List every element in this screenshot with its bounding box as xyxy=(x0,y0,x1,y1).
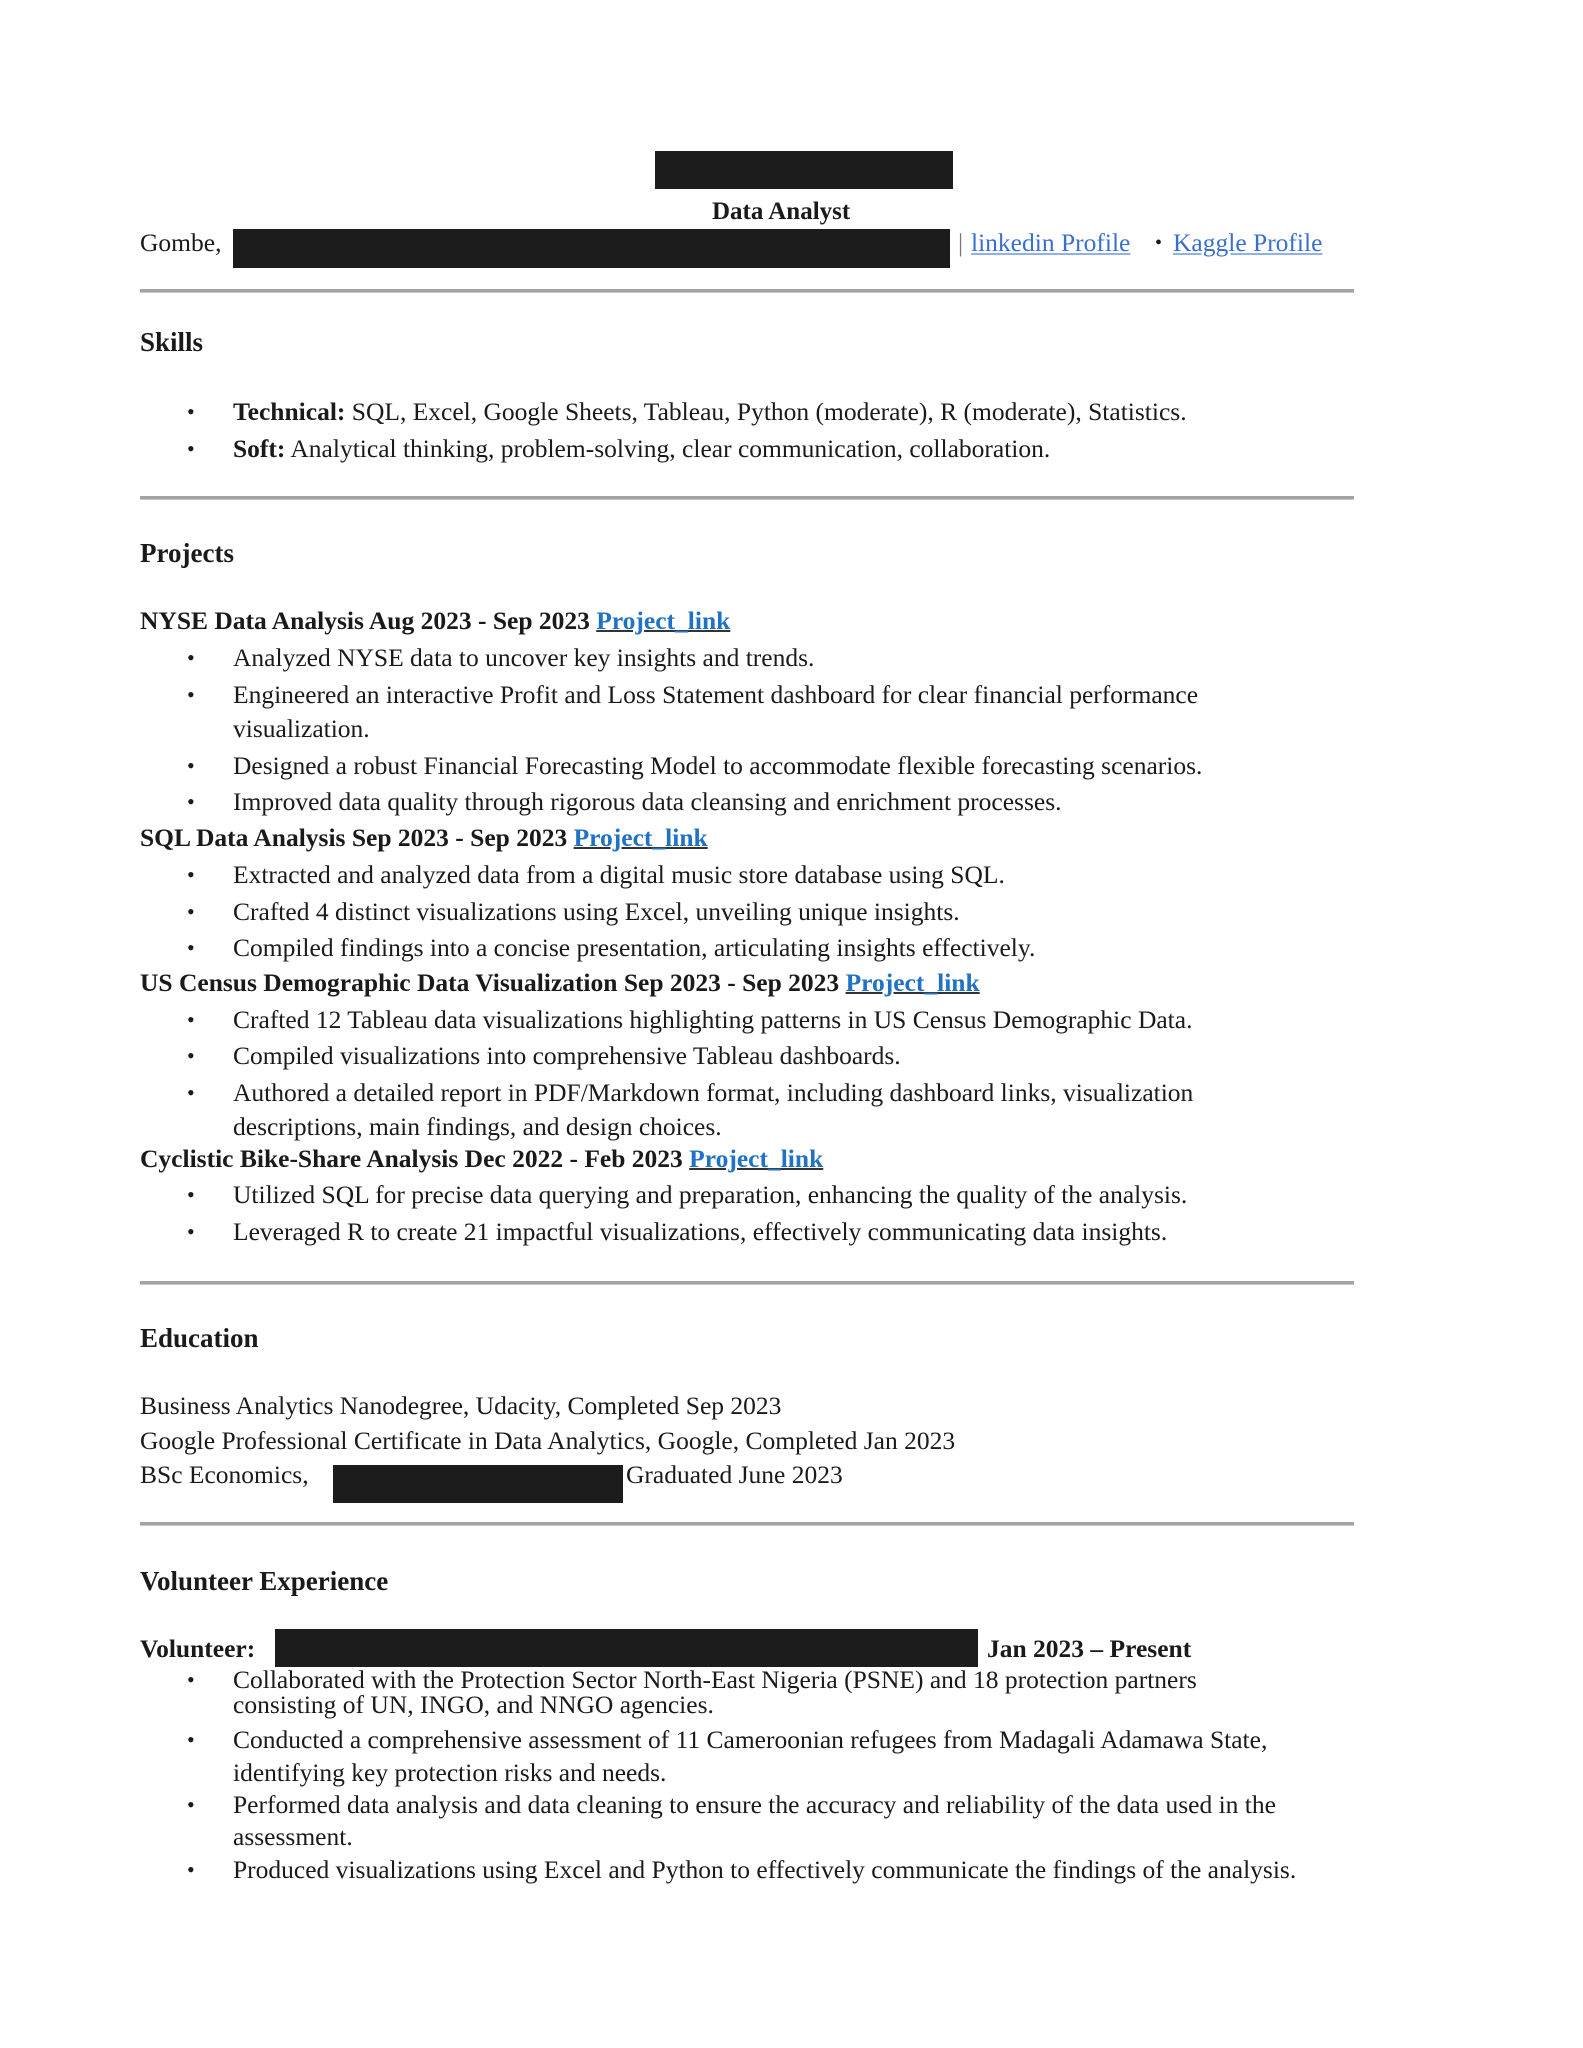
bullet-icon: • xyxy=(187,436,195,461)
project-bullet-text: Crafted 4 distinct visualizations using Excel, unveiling unique insights. xyxy=(233,897,960,926)
divider xyxy=(140,496,1354,500)
project-bullet-text: Utilized SQL for precise data querying and preparation, enhancing the quality of the analysis. xyxy=(233,1180,1188,1209)
project-bullet-text: Leveraged R to create 21 impactful visualizations, effectively communicating data insights. xyxy=(233,1217,1168,1246)
divider xyxy=(140,1522,1354,1526)
volunteer-bullet-text: identifying key protection risks and needs. xyxy=(233,1758,667,1787)
project-link[interactable]: Project_link xyxy=(689,1144,824,1173)
project-bullet-text: visualization. xyxy=(233,714,370,743)
skill-text: SQL, Excel, Google Sheets, Tableau, Python (moderate), R (moderate), Statistics. xyxy=(345,397,1187,426)
project-title-text: SQL Data Analysis Sep 2023 - Sep 2023 xyxy=(140,823,568,852)
project-title xyxy=(140,1144,823,1174)
bullet-icon: • xyxy=(187,682,195,707)
location-prefix: Gombe, xyxy=(140,228,222,257)
project-title xyxy=(140,823,708,853)
project-bullet-text: Analyzed NYSE data to uncover key insights and trends. xyxy=(233,643,815,672)
bullet-icon: • xyxy=(187,1007,195,1032)
volunteer-bullet-text: Conducted a comprehensive assessment of 11 Cameroonian refugees from Madagali Adamawa State, xyxy=(233,1725,1268,1754)
volunteer-dates: Jan 2023 – Present xyxy=(987,1634,1192,1663)
bullet-icon: • xyxy=(187,1727,195,1752)
section-heading-education: Education xyxy=(140,1323,259,1353)
project-title xyxy=(140,606,730,636)
volunteer-bullet-text: assessment. xyxy=(233,1822,353,1851)
project-title xyxy=(140,968,980,998)
redacted-organization xyxy=(275,1629,978,1667)
section-heading-volunteer: Volunteer Experience xyxy=(140,1566,389,1596)
bullet-icon: • xyxy=(187,862,195,887)
bullet-icon: • xyxy=(187,1219,195,1244)
education-entry-bsc-prefix: BSc Economics, xyxy=(140,1460,309,1489)
link-separator-dot: • xyxy=(1155,232,1163,254)
project-bullet-text: Crafted 12 Tableau data visualizations highlighting patterns in US Census Demographic Data. xyxy=(233,1005,1193,1034)
project-link[interactable]: Project_link xyxy=(845,968,980,997)
contact-separator: | xyxy=(958,228,964,257)
project-bullet-text: Compiled visualizations into comprehensive Tableau dashboards. xyxy=(233,1041,901,1070)
bullet-icon: • xyxy=(187,1043,195,1068)
volunteer-bullet-text: consisting of UN, INGO, and NNGO agencies. xyxy=(233,1690,714,1719)
skill-label: Technical: xyxy=(233,397,346,426)
education-entry: Business Analytics Nanodegree, Udacity, Completed Sep 2023 xyxy=(140,1391,782,1420)
bullet-icon: • xyxy=(187,1182,195,1207)
bullet-icon: • xyxy=(187,1667,195,1692)
project-link[interactable]: Project_link xyxy=(573,823,708,852)
divider xyxy=(140,289,1354,293)
project-title-text: Cyclistic Bike-Share Analysis Dec 2022 - Feb 2023 xyxy=(140,1144,683,1173)
bullet-icon: • xyxy=(187,1792,195,1817)
volunteer-bullet-text: Performed data analysis and data cleaning to ensure the accuracy and reliability of the data used in the xyxy=(233,1790,1276,1819)
project-title-text: NYSE Data Analysis Aug 2023 - Sep 2023 xyxy=(140,606,590,635)
skill-item-technical xyxy=(233,397,1187,427)
bullet-icon: • xyxy=(187,935,195,960)
project-bullet-text: Extracted and analyzed data from a digital music store database using SQL. xyxy=(233,860,1005,889)
linkedin-profile-link[interactable]: linkedin Profile xyxy=(971,228,1131,257)
redacted-contact-info xyxy=(233,229,950,268)
project-bullet-text: Designed a robust Financial Forecasting Model to accommodate flexible forecasting scenarios. xyxy=(233,751,1203,780)
project-bullet-text: descriptions, main findings, and design choices. xyxy=(233,1112,722,1141)
skill-item-soft xyxy=(233,434,1050,464)
redacted-university xyxy=(333,1465,623,1503)
kaggle-profile-link[interactable]: Kaggle Profile xyxy=(1173,228,1323,257)
bullet-icon: • xyxy=(187,1857,195,1882)
skill-label: Soft: xyxy=(233,434,286,463)
project-link[interactable]: Project_link xyxy=(596,606,731,635)
bullet-icon: • xyxy=(187,399,195,424)
volunteer-bullet-text: Produced visualizations using Excel and Python to effectively communicate the findings of the analysis. xyxy=(233,1855,1297,1884)
job-title: Data Analyst xyxy=(712,198,851,225)
volunteer-bullet-text: Collaborated with the Protection Sector North-East Nigeria (PSNE) and 18 protection partners xyxy=(233,1665,1197,1694)
redacted-name xyxy=(655,151,953,189)
section-heading-skills: Skills xyxy=(140,327,204,357)
education-entry-bsc-suffix: Graduated June 2023 xyxy=(626,1460,843,1489)
education-entry: Google Professional Certificate in Data Analytics, Google, Completed Jan 2023 xyxy=(140,1426,956,1455)
section-heading-projects: Projects xyxy=(140,538,234,568)
divider xyxy=(140,1281,1354,1285)
bullet-icon: • xyxy=(187,753,195,778)
project-bullet-text: Improved data quality through rigorous data cleansing and enrichment processes. xyxy=(233,787,1062,816)
bullet-icon: • xyxy=(187,789,195,814)
project-bullet-text: Authored a detailed report in PDF/Markdown format, including dashboard links, visualization xyxy=(233,1078,1194,1107)
project-bullet-text: Compiled findings into a concise presentation, articulating insights effectively. xyxy=(233,933,1036,962)
skill-text: Analytical thinking, problem-solving, clear communication, collaboration. xyxy=(285,434,1051,463)
bullet-icon: • xyxy=(187,899,195,924)
bullet-icon: • xyxy=(187,1080,195,1105)
volunteer-role-label: Volunteer: xyxy=(140,1634,256,1663)
bullet-icon: • xyxy=(187,645,195,670)
project-bullet-text: Engineered an interactive Profit and Loss Statement dashboard for clear financial performance xyxy=(233,680,1199,709)
project-title-text: US Census Demographic Data Visualization Sep 2023 - Sep 2023 xyxy=(140,968,840,997)
